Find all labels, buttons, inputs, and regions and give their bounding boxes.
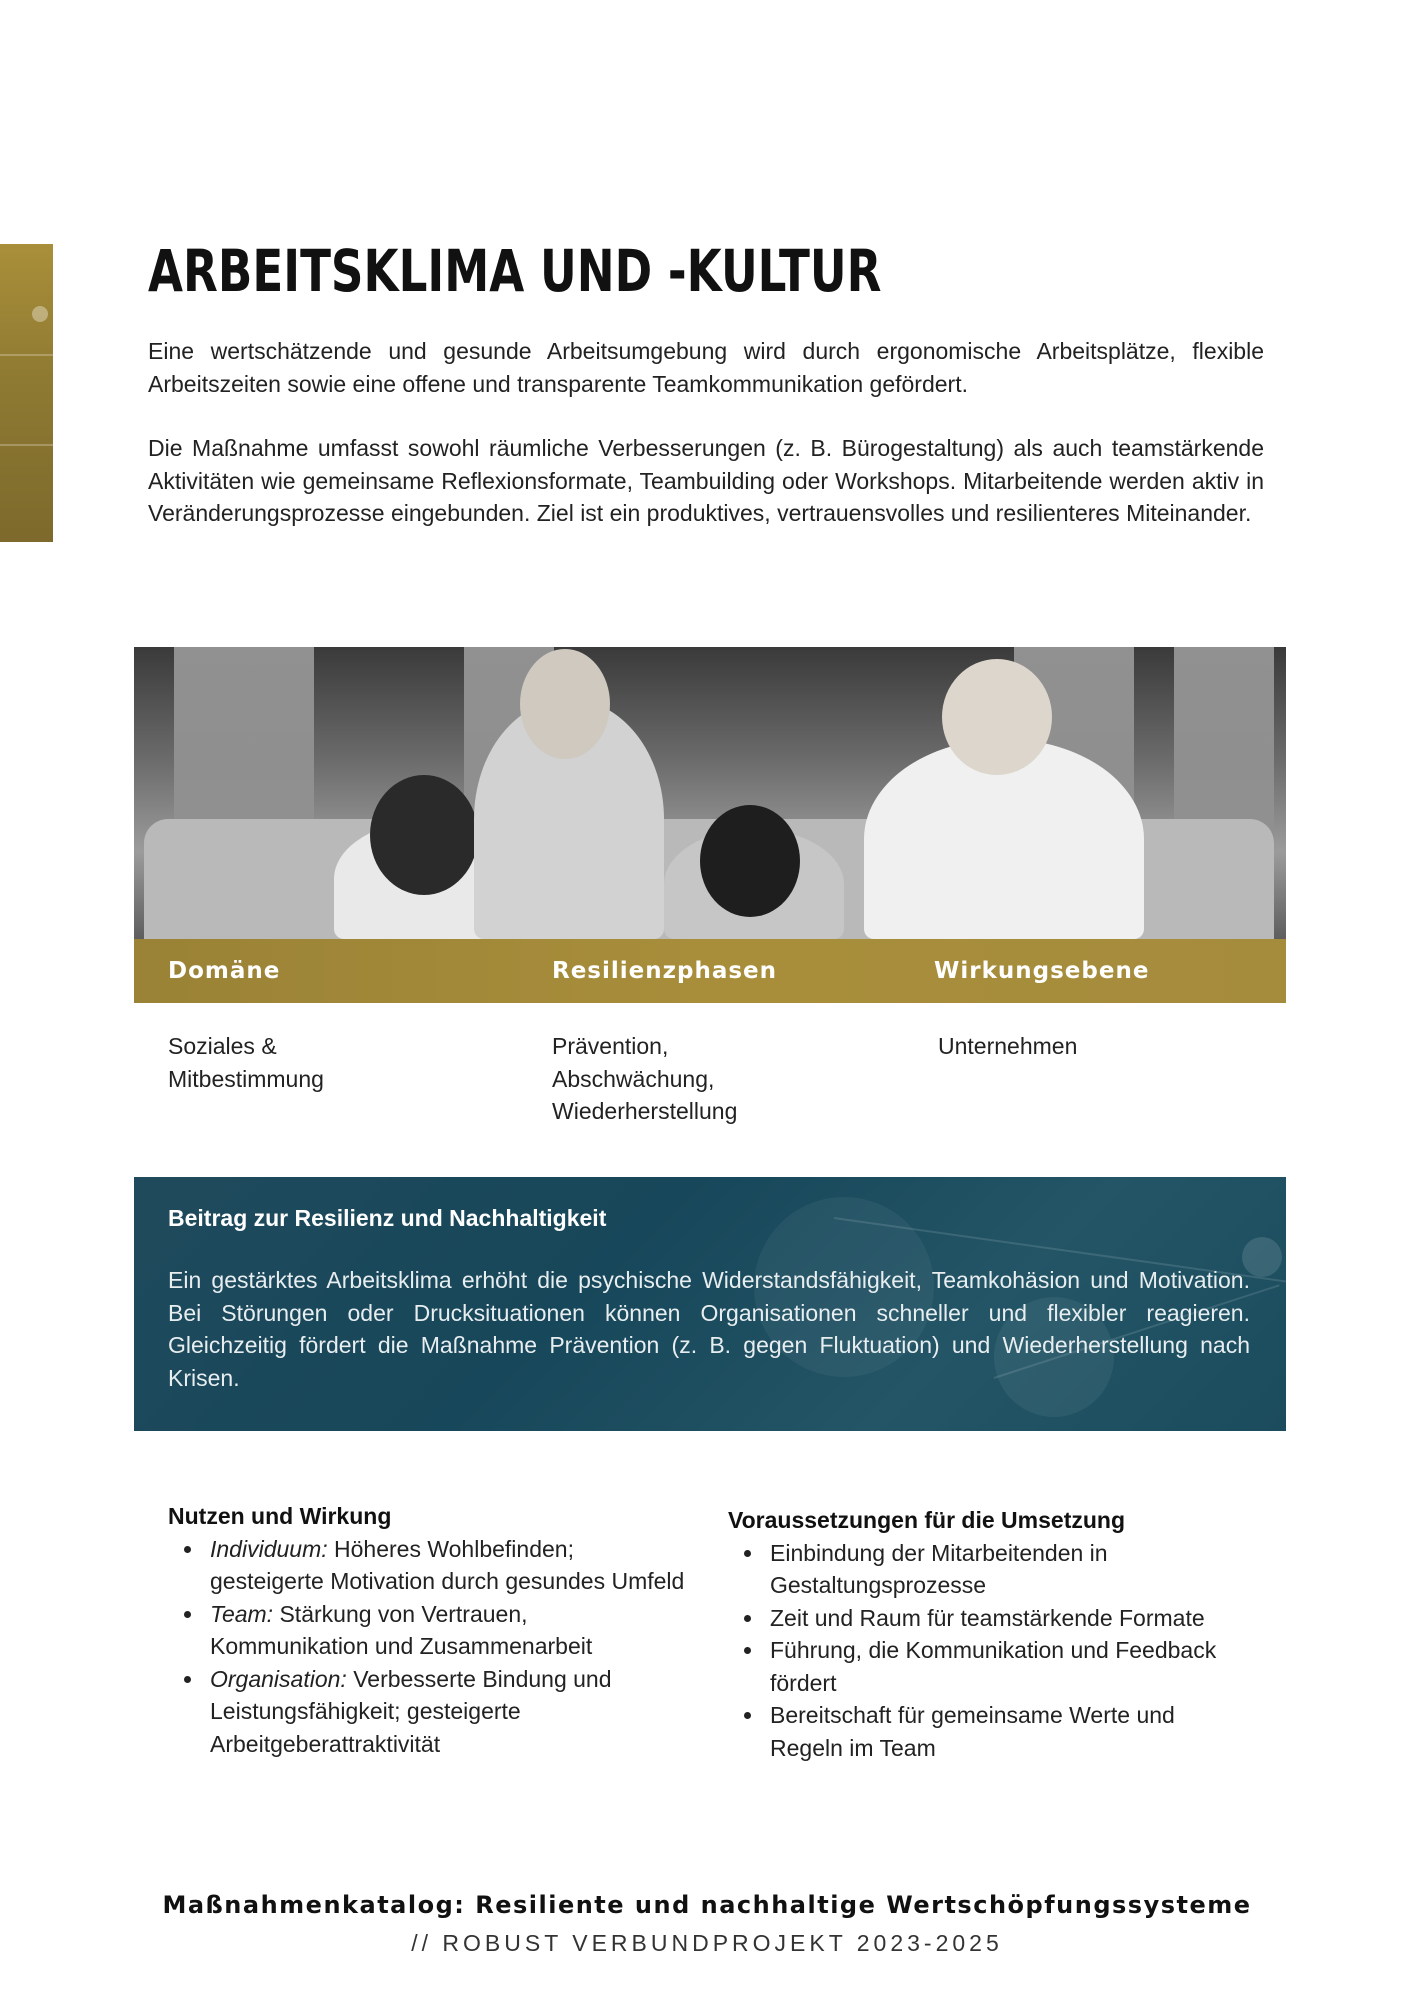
intro-text <box>148 335 1264 530</box>
meta-header-domain: Domäne <box>168 958 281 984</box>
contribution-heading: Beitrag zur Resilienz und Nachhaltigkeit <box>168 1205 607 1231</box>
list-item: Führung, die Kommunikation und Feedback fördert <box>770 1634 1248 1699</box>
meta-value-phases: Prävention, Abschwächung, Wiederherstellung <box>552 1033 738 1124</box>
page-title: ARBEITSKLIMA UND -KULTUR <box>148 237 882 305</box>
requirements-list <box>728 1537 1248 1765</box>
list-item: Individuum: Höheres Wohlbefinden; gesteigerte Motivation durch gesundes Umfeld <box>210 1533 688 1598</box>
meta-header-phases: Resilienzphasen <box>552 958 778 984</box>
meta-value-domain: Soziales & Mitbestimmung <box>168 1033 324 1092</box>
benefits-list <box>168 1533 688 1761</box>
intro-paragraph: Eine wertschätzende und gesunde Arbeitsumgebung wird durch ergonomische Arbeitsplätze, flexible Arbeitszeiten sowie eine offene und transparente Teamkommunikation gefördert. <box>148 338 1264 397</box>
meta-value-level: Unternehmen <box>938 1033 1078 1059</box>
list-item: Organisation: Verbesserte Bindung und Leistungsfähigkeit; gesteigerte Arbeitgeberattraktivität <box>210 1663 688 1761</box>
list-item: Zeit und Raum für teamstärkende Formate <box>770 1602 1248 1635</box>
team-photo <box>134 647 1286 939</box>
list-item: Einbindung der Mitarbeitenden in Gestaltungsprozesse <box>770 1537 1248 1602</box>
list-item: Bereitschaft für gemeinsame Werte und Regeln im Team <box>770 1699 1248 1764</box>
benefits-heading: Nutzen und Wirkung <box>168 1503 392 1529</box>
side-accent-strip <box>0 244 53 542</box>
footer-subtitle: // ROBUST VERBUNDPROJEKT 2023-2025 <box>411 1930 1003 1956</box>
list-item: Team: Stärkung von Vertrauen, Kommunikation und Zusammenarbeit <box>210 1598 688 1663</box>
requirements-section <box>728 1504 1248 1764</box>
requirements-heading: Voraussetzungen für die Umsetzung <box>728 1507 1126 1533</box>
contribution-box <box>134 1177 1286 1431</box>
meta-header-bar <box>134 939 1286 1003</box>
intro-paragraph: Die Maßnahme umfasst sowohl räumliche Verbesserungen (z. B. Bürogestaltung) als auch teamstärkende Aktivitäten wie gemeinsame Reflexionsformate, Teambuilding oder Workshops. Mitarbeitende werden aktiv in Veränderungsprozesse eingebunden. Ziel ist ein produktives, vertrauensvolles und resilienteres Miteinander. <box>148 435 1264 526</box>
footer-title: Maßnahmenkatalog: Resiliente und nachhaltige Wertschöpfungssysteme <box>162 1891 1252 1919</box>
meta-header-level: Wirkungsebene <box>934 958 1150 984</box>
benefits-section <box>168 1500 688 1760</box>
contribution-text: Ein gestärktes Arbeitsklima erhöht die psychische Widerstandsfähigkeit, Teamkohäsion und Motivation. Bei Störungen oder Drucksituationen können Organisationen schneller und flexibler reagieren. Gleichzeitig fördert die Maßnahme Prävention (z. B. gegen Fluktuation) und Wiederherstellung nach Krisen. <box>168 1267 1250 1391</box>
